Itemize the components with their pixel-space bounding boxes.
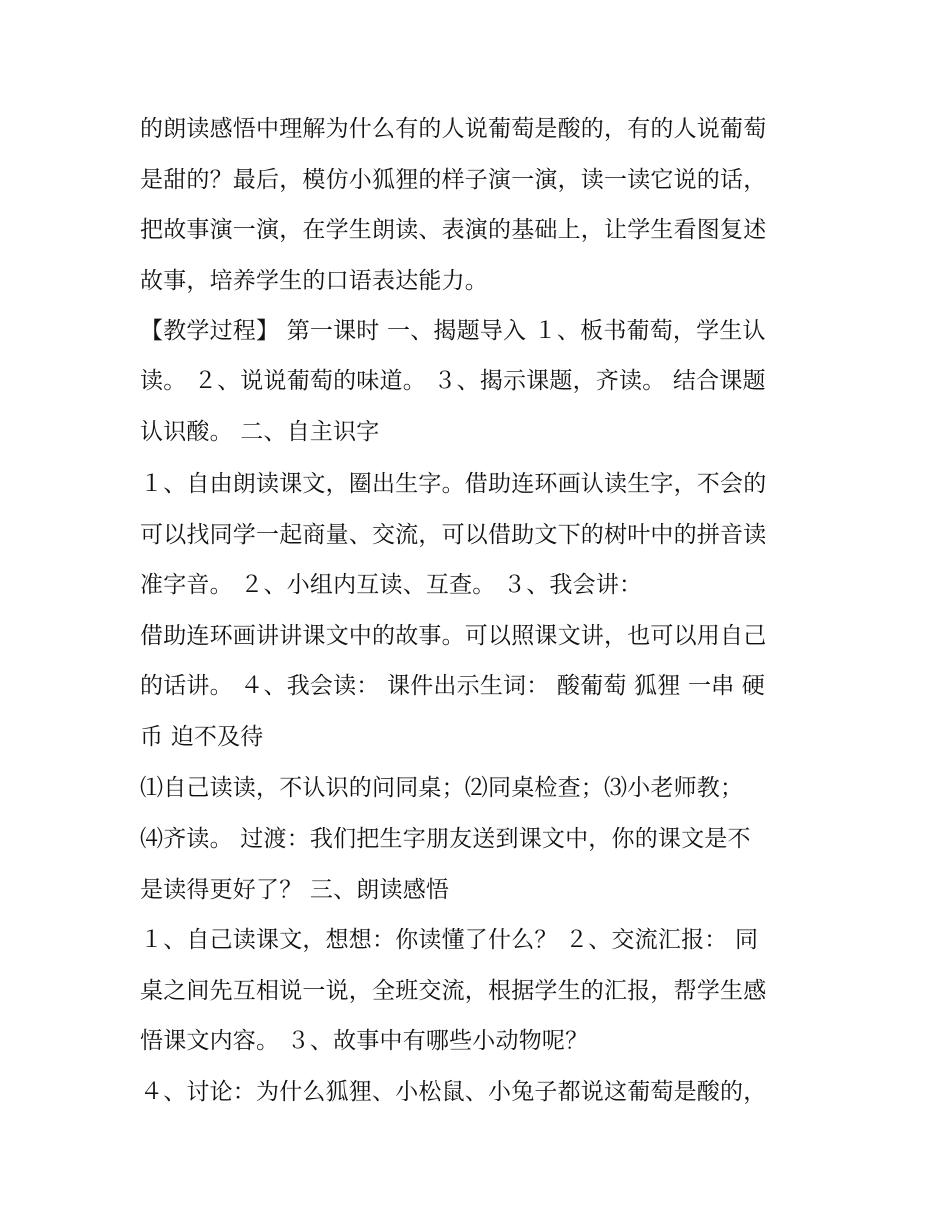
text-line: 的朗读感悟中理解为什么有的人说葡萄是酸的，有的人说葡萄 bbox=[140, 116, 767, 142]
text-line: 借助连环画讲讲课文中的故事。可以照课文讲，也可以用自己 bbox=[140, 623, 767, 649]
text-line: 桌之间先互相说一说，全班交流，根据学生的汇报，帮学生感 bbox=[140, 978, 767, 1004]
text-line: ⑴自己读读，不认识的问同桌；⑵同桌检查；⑶小老师教； bbox=[140, 775, 744, 801]
text-line: 的话讲。 ４、我会读： 课件出示生词： 酸葡萄 狐狸 一串 硬 bbox=[140, 673, 766, 699]
text-line: 悟课文内容。 ３、故事中有哪些小动物呢？ bbox=[140, 1028, 589, 1054]
text-line: 读。 ２、说说葡萄的味道。 ３、揭示课题，齐读。 结合课题 bbox=[140, 368, 766, 394]
text-line: 认识酸。 二、自主识字 bbox=[140, 419, 380, 445]
text-line: ⑷齐读。 过渡：我们把生字朋友送到课文中，你的课文是不 bbox=[140, 826, 751, 852]
text-line: 币 迫不及待 bbox=[140, 724, 264, 750]
text-line: 把故事演一演，在学生朗读、表演的基础上，让学生看图复述 bbox=[140, 217, 767, 243]
text-line: 【教学过程】 第一课时 一、揭题导入 １、板书葡萄，学生认 bbox=[140, 318, 766, 344]
text-line: ４、讨论：为什么狐狸、小松鼠、小兔子都说这葡萄是酸的， bbox=[140, 1079, 767, 1105]
text-line: 故事，培养学生的口语表达能力。 bbox=[140, 268, 488, 294]
text-line: 是甜的？最后，模仿小狐狸的样子演一演，读一读它说的话， bbox=[140, 167, 767, 193]
text-line: １、自由朗读课文，圈出生字。借助连环画认读生字，不会的 bbox=[140, 471, 767, 497]
text-line: 准字音。 ２、小组内互读、互查。 ３、我会讲： bbox=[140, 572, 643, 598]
text-line: 可以找同学一起商量、交流，可以借助文下的树叶中的拼音读 bbox=[140, 522, 767, 548]
text-line: １、自己读课文，想想：你读懂了什么？ ２、交流汇报： 同 bbox=[140, 927, 759, 953]
text-line: 是读得更好了？ 三、朗读感悟 bbox=[140, 877, 450, 903]
